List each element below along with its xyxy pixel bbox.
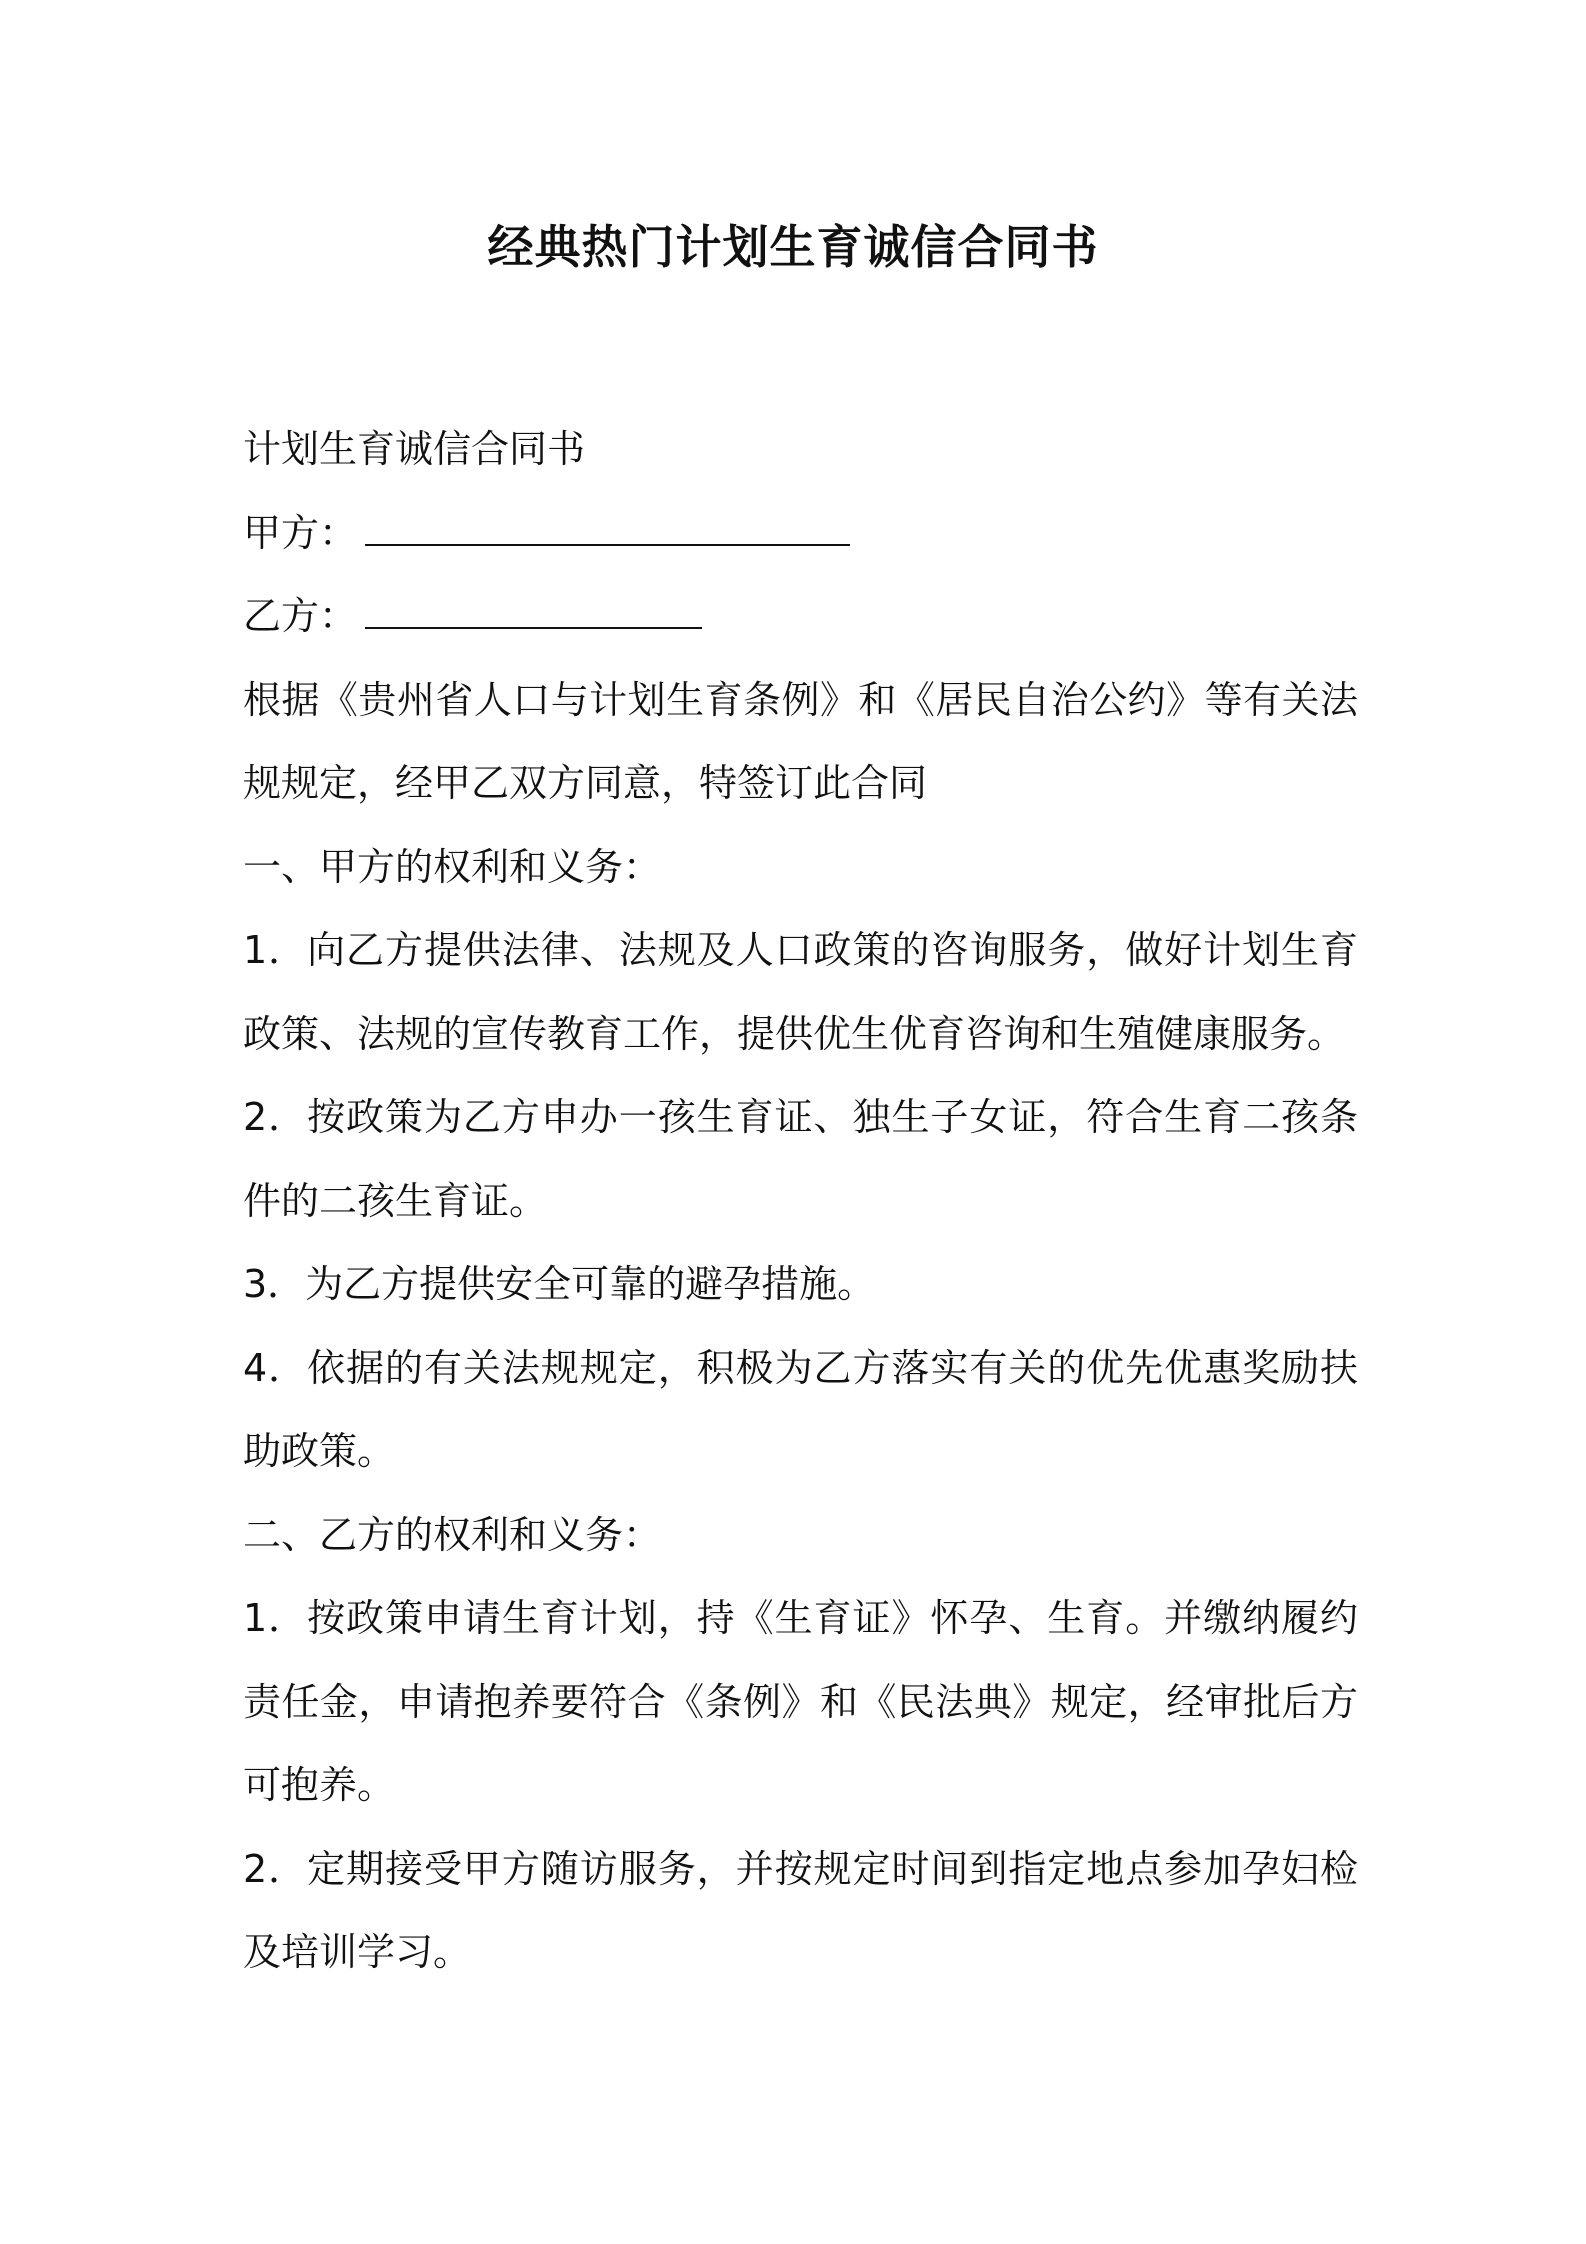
document-title: 经典热门计划生育诚信合同书 — [487, 220, 1099, 274]
section-one-item: 1．向乙方提供法律、法规及人口政策的咨询服务，做好计划生育政策、法规的宣传教育工作，提供优生优育咨询和生殖健康服务。 — [243, 928, 1358, 1056]
section-one-heading: 一、甲方的权利和义务： — [243, 844, 662, 889]
section-two-item: 1．按政策申请生育计划，持《生育证》怀孕、生育。并缴纳履约责任金，申请抱养要符合《条例》和《民法典》规定，经审批后方可抱养。 — [243, 1596, 1358, 1807]
party-b-line — [243, 575, 1358, 659]
party-a-label: 甲方： — [243, 510, 358, 555]
contract-subtitle: 计划生育诚信合同书 — [243, 427, 586, 471]
section-two-item: 2．定期接受甲方随访服务，并按规定时间到指定地点参加孕妇检及培训学习。 — [243, 1846, 1358, 1974]
party-a-line — [243, 492, 1358, 576]
section-one-item: 2．按政策为乙方申办一孩生育证、独生子女证，符合生育二孩条件的二孩生育证。 — [243, 1095, 1358, 1223]
preamble-paragraph: 根据《贵州省人口与计划生育条例》和《居民自治公约》等有关法规规定，经甲乙双方同意，特签订此合同 — [243, 677, 1358, 805]
party-a-blank — [365, 496, 850, 546]
section-one-item: 3．为乙方提供安全可靠的避孕措施。 — [243, 1262, 876, 1306]
section-one-item: 4．依据的有关法规规定，积极为乙方落实有关的优先优惠奖励扶助政策。 — [243, 1345, 1358, 1473]
party-b-blank — [365, 579, 702, 629]
document-body — [243, 408, 1358, 1995]
party-b-label: 乙方： — [243, 594, 358, 638]
section-two-heading: 二、乙方的权利和义务： — [243, 1512, 662, 1557]
